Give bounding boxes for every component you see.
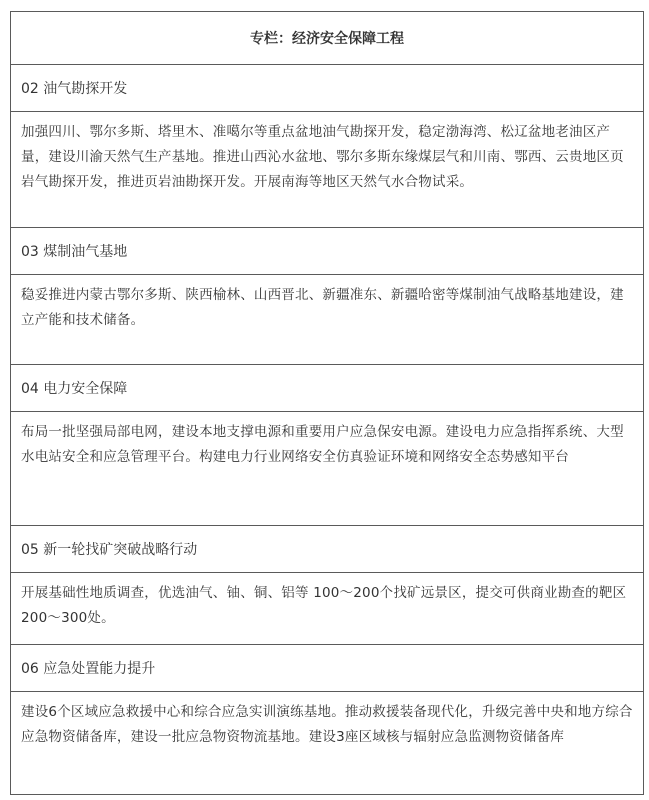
- column-title: 专栏：经济安全保障工程: [11, 12, 643, 65]
- section-power-security: [11, 365, 643, 526]
- section-heading: 06 应急处置能力提升: [11, 645, 643, 692]
- section-body: 建设6个区域应急救援中心和综合应急实训演练基地。推动救援装备现代化，升级完善中央和地方综合应急物资储备库，建设一批应急物资物流基地。建设3座区域核与辐射应急监测物资储备库: [21, 704, 633, 745]
- section-heading: 03 煤制油气基地: [11, 228, 643, 275]
- section-body: 稳妥推进内蒙古鄂尔多斯、陕西榆林、山西晋北、新疆准东、新疆哈密等煤制油气战略基地建设，建立产能和技术储备。: [21, 287, 624, 328]
- section-body: 加强四川、鄂尔多斯、塔里木、准噶尔等重点盆地油气勘探开发，稳定渤海湾、松辽盆地老油区产量，建设川渝天然气生产基地。推进山西沁水盆地、鄂尔多斯东缘煤层气和川南、鄂西、云贵地区页岩气勘探开发，推进页岩油勘探开发。开展南海等地区天然气水合物试采。: [21, 124, 624, 190]
- section-body: 布局一批坚强局部电网，建设本地支撑电源和重要用户应急保安电源。建设电力应急指挥系统、大型水电站安全和应急管理平台。构建电力行业网络安全仿真验证环境和网络安全态势感知平台: [21, 424, 624, 465]
- section-heading: 05 新一轮找矿突破战略行动: [11, 526, 643, 573]
- section-emergency-response: [11, 645, 643, 795]
- section-mineral-exploration: [11, 526, 643, 645]
- section-heading: 04 电力安全保障: [11, 365, 643, 412]
- section-coal-to-oil-gas: [11, 228, 643, 365]
- section-oil-gas-exploration: [11, 65, 643, 228]
- section-heading: 02 油气勘探开发: [11, 65, 643, 112]
- column-panel: [10, 11, 644, 795]
- section-body: 开展基础性地质调查，优选油气、铀、铜、铝等 100～200个找矿远景区，提交可供商业勘查的靶区200～300处。: [21, 585, 627, 626]
